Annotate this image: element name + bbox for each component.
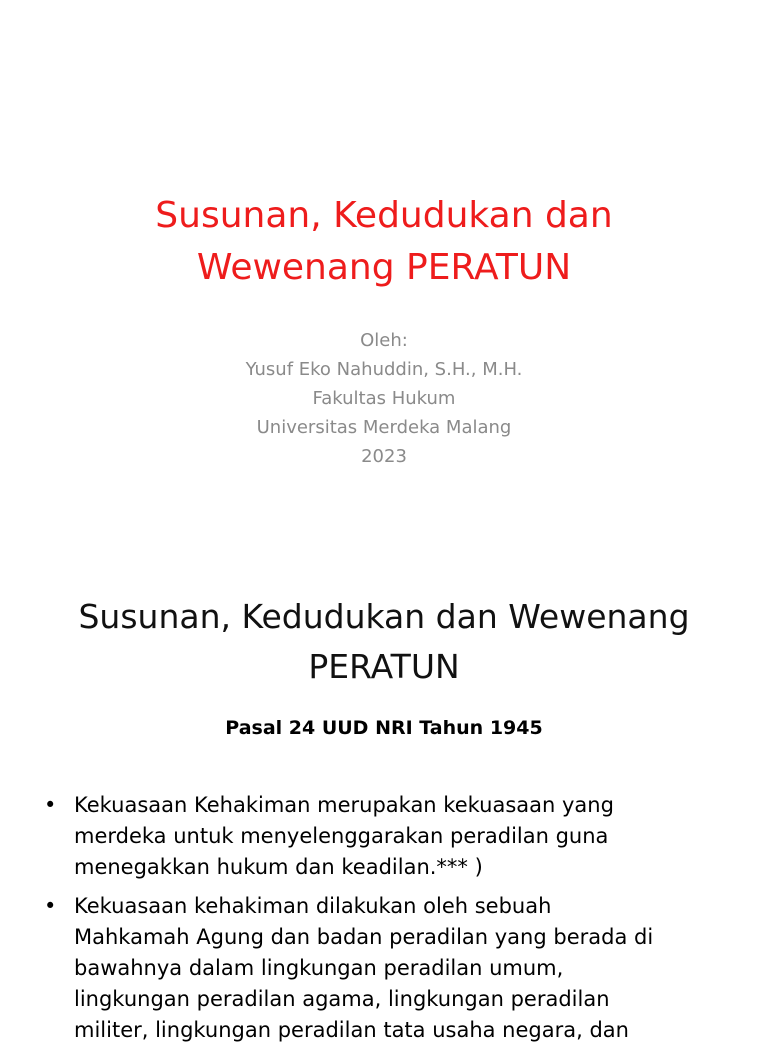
faculty-name: Fakultas Hukum	[312, 388, 456, 409]
section-heading: Pasal 24 UUD NRI Tahun 1945	[225, 717, 543, 739]
title-line: Wewenang PERATUN	[196, 247, 572, 288]
slide-title	[0, 592, 768, 692]
bullet-text-line: menegakkan hukum dan keadilan.*** )	[74, 855, 483, 879]
title-line: PERATUN	[308, 647, 460, 686]
bullet-text-line: bawahnya dalam lingkungan peradilan umum,	[74, 956, 564, 980]
bullet-text-line: Kekuasaan kehakiman dilakukan oleh sebuah	[74, 894, 552, 918]
title-line: Susunan, Kedudukan dan	[155, 195, 613, 236]
bullet-text-line: merdeka untuk menyelenggarakan peradilan guna	[74, 824, 609, 848]
bullet-icon: •	[44, 894, 57, 918]
bullet-text-line: lingkungan peradilan agama, lingkungan peradilan	[74, 987, 610, 1011]
author-block	[0, 326, 768, 471]
title-line: Susunan, Kedudukan dan Wewenang	[78, 597, 690, 636]
author-label: Oleh:	[360, 330, 408, 351]
university-name: Universitas Merdeka Malang	[256, 417, 512, 438]
bullet-item	[44, 891, 744, 1046]
year: 2023	[361, 446, 407, 467]
bullet-icon: •	[44, 793, 57, 817]
bullet-text-line: Mahkamah Agung dan badan peradilan yang berada di	[74, 925, 654, 949]
bullet-list	[44, 790, 744, 1054]
author-name: Yusuf Eko Nahuddin, S.H., M.H.	[245, 359, 523, 380]
bullet-item	[44, 790, 744, 883]
bullet-text-line: militer, lingkungan peradilan tata usaha negara, dan	[74, 1018, 629, 1042]
slide-content	[0, 576, 768, 1042]
presentation-title	[0, 190, 768, 294]
bullet-text-line: Kekuasaan Kehakiman merupakan kekuasaan yang	[74, 793, 614, 817]
